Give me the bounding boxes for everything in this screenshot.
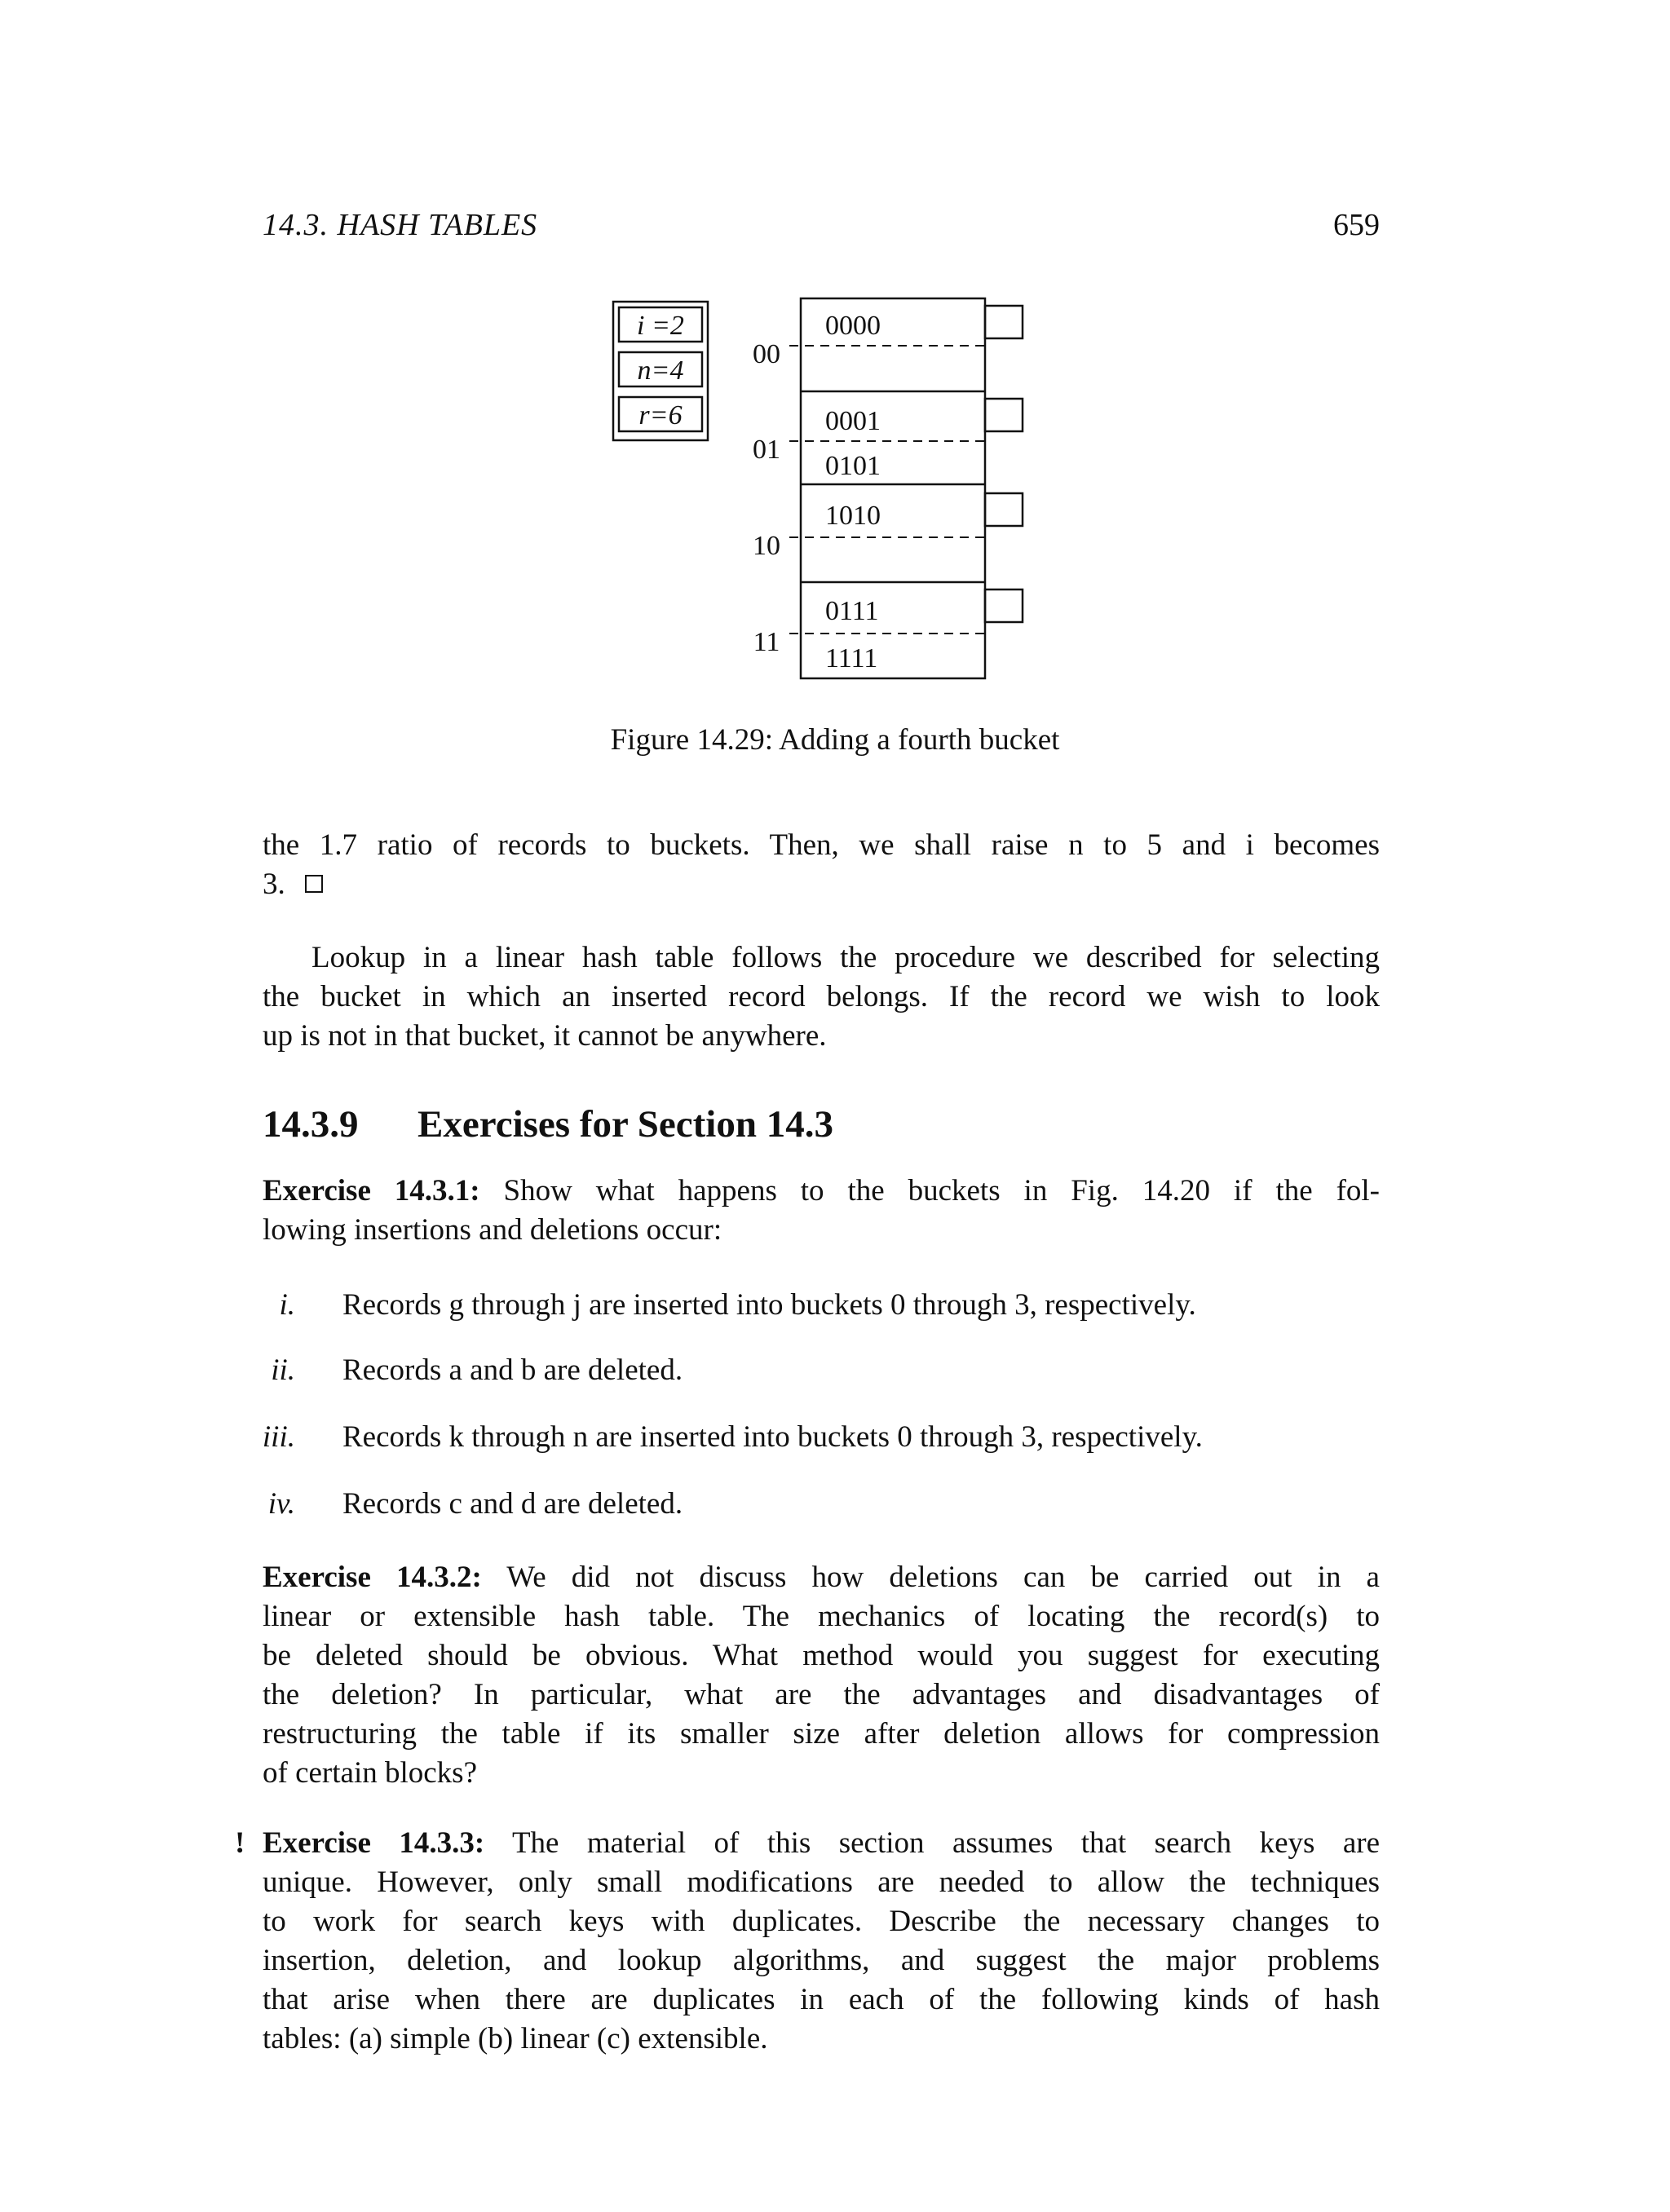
record: 1111 [825, 643, 878, 673]
record: 0101 [825, 451, 881, 481]
param-i: i =2 [637, 311, 684, 341]
exercise-label: Exercise 14.3.2: [263, 1561, 482, 1594]
text-line: Lookup in a linear hash table follows the procedure we described for selecting [311, 941, 1380, 974]
text-line [263, 865, 1380, 904]
list-text: Records c and d are deleted. [342, 1487, 683, 1521]
difficulty-mark: ! [235, 1826, 245, 1860]
list-text: Records a and b are deleted. [342, 1353, 683, 1387]
bucket-label-01: 01 [753, 435, 780, 465]
qed-square-icon [305, 875, 323, 893]
bucket-label-10: 10 [753, 531, 780, 561]
text-line: the 1.7 ratio of records to buckets. Then, we shall raise n to 5 and i becomes [263, 828, 1380, 862]
exercise-label: Exercise 14.3.1: [263, 1174, 480, 1208]
list-marker: i. [279, 1288, 295, 1322]
text-line: lowing insertions and deletions occur: [263, 1213, 722, 1247]
linear-hash-table-figure [0, 0, 1670, 717]
bucket-label-00: 00 [753, 339, 780, 369]
text-line [263, 1172, 1380, 1211]
section-number: 14.3.9 [263, 1103, 359, 1146]
text-line: the bucket in which an inserted record belongs. If the record we wish to look [263, 980, 1380, 1013]
text-segment: The material of this section assumes that search keys are [511, 1826, 1381, 1860]
text-segment: We did not discuss how deletions can be carried out in a [506, 1561, 1380, 1594]
overflow-pointers [985, 306, 1023, 622]
text-line [263, 1558, 1380, 1597]
exercise-label: Exercise 14.3.3: [263, 1826, 485, 1860]
text-line: insertion, deletion, and lookup algorithms, and suggest the major problems [263, 1944, 1380, 1977]
record: 0001 [825, 406, 881, 436]
param-r: r=6 [638, 400, 683, 430]
paragraph-lookup [263, 938, 1380, 1056]
exercise-14-3-3 [235, 1824, 1381, 2059]
param-n: n=4 [637, 355, 684, 386]
list-marker: iii. [262, 1420, 295, 1454]
exercise-14-3-2 [263, 1558, 1380, 1793]
text-line: linear or extensible hash table. The mechanics of locating the record(s) to [263, 1600, 1380, 1633]
text-line: the deletion? In particular, what are the advantages and disadvantages of [263, 1678, 1380, 1711]
text-line: up is not in that bucket, it cannot be anywhere. [263, 1019, 827, 1053]
text-segment: Show what happens to the buckets in Fig. 14.20 if the fol- [503, 1174, 1380, 1208]
text-line: tables: (a) simple (b) linear (c) extensible. [263, 2022, 768, 2055]
section-title: Exercises for Section 14.3 [418, 1103, 833, 1146]
text-line: that arise when there are duplicates in each of the following kinds of hash [263, 1983, 1380, 2016]
text-line: to work for search keys with duplicates. Describe the necessary changes to [263, 1905, 1380, 1938]
list-marker: iv. [267, 1487, 295, 1521]
figure-caption: Figure 14.29: Adding a fourth bucket [610, 723, 1060, 757]
text-line: restructuring the table if its smaller size after deletion allows for compression [263, 1717, 1380, 1751]
record: 0111 [825, 596, 879, 626]
text-line: of certain blocks? [263, 1756, 477, 1790]
list-text: Records k through n are inserted into buckets 0 through 3, respectively. [342, 1420, 1203, 1454]
bucket-label-11: 11 [753, 627, 780, 657]
list-text: Records g through j are inserted into buckets 0 through 3, respectively. [342, 1288, 1196, 1322]
record-dividers [789, 346, 985, 634]
section-heading [263, 1102, 833, 1146]
text-segment: 3. [263, 868, 285, 901]
running-head: 14.3. HASH TABLES [263, 208, 538, 242]
exercise-14-3-1 [263, 1172, 1380, 1250]
text-line [263, 1824, 1380, 1863]
paragraph-continuation [263, 826, 1380, 904]
text-line: unique. However, only small modifications are needed to allow the techniques [263, 1865, 1380, 1899]
list-marker: ii. [271, 1353, 295, 1387]
text-line: be deleted should be obvious. What method would you suggest for executing [263, 1639, 1380, 1672]
page-number: 659 [1333, 208, 1380, 242]
record: 0000 [825, 311, 881, 341]
record: 1010 [825, 501, 881, 531]
